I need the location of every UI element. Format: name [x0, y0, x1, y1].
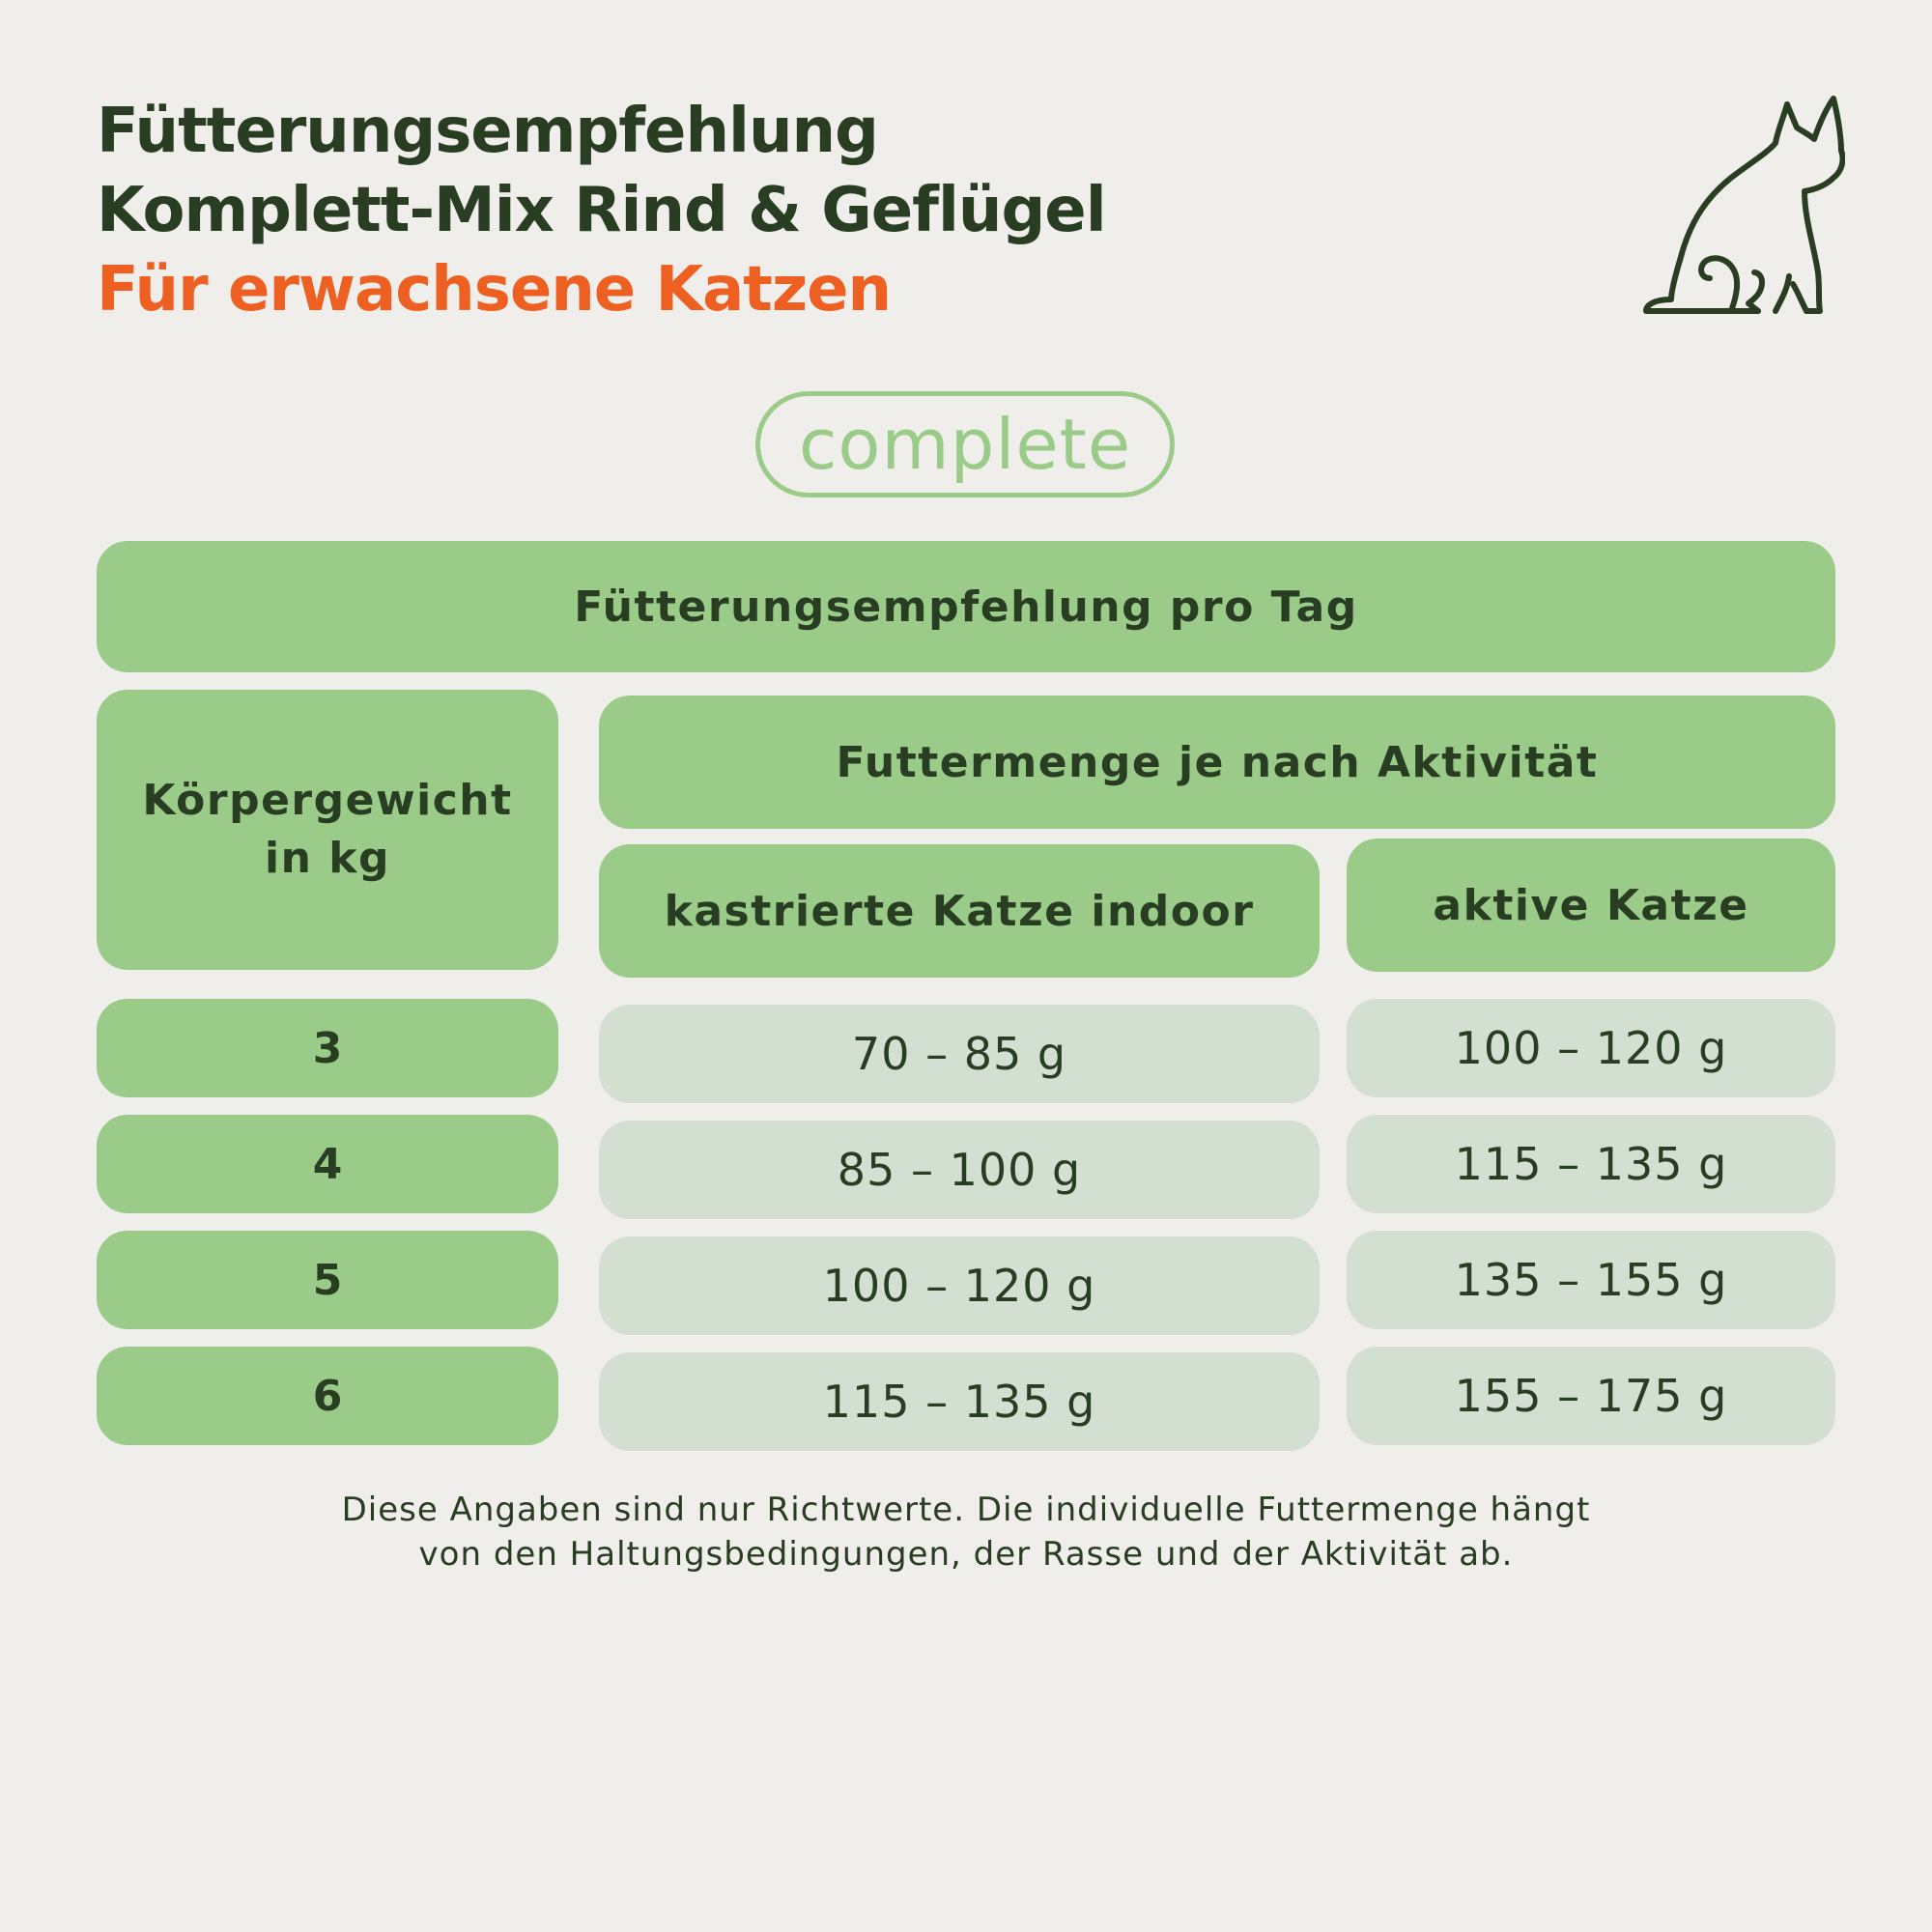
active-amount-cell: 100 – 120 g	[1347, 999, 1835, 1097]
subtitle: Für erwachsene Katzen	[97, 254, 892, 326]
indoor-amount-cell: 85 – 100 g	[599, 1121, 1320, 1219]
footnote	[193, 1488, 1739, 1577]
weight-cell: 4	[97, 1115, 558, 1213]
weight-header	[97, 690, 558, 970]
complete-badge	[755, 391, 1175, 497]
footnote-line-2: von den Haltungsbedingungen, der Rasse und der Aktivität ab.	[418, 1535, 1514, 1574]
table-title: Fütterungsempfehlung pro Tag	[97, 541, 1835, 672]
weight-header-line-1: Körpergewicht	[142, 776, 513, 825]
title-line-2: Komplett-Mix Rind & Geflügel	[97, 175, 1106, 246]
footnote-line-1: Diese Angaben sind nur Richtwerte. Die individuelle Futtermenge hängt	[341, 1491, 1591, 1529]
column-header-active: aktive Katze	[1347, 838, 1835, 972]
cat-icon	[1642, 93, 1845, 321]
indoor-amount-cell: 70 – 85 g	[599, 1005, 1320, 1103]
column-header-indoor: kastrierte Katze indoor	[599, 844, 1320, 978]
indoor-amount-cell: 100 – 120 g	[599, 1236, 1320, 1335]
active-amount-cell: 155 – 175 g	[1347, 1347, 1835, 1445]
title-line-1: Fütterungsempfehlung	[97, 96, 878, 167]
weight-header-line-2: in kg	[265, 834, 390, 883]
weight-cell: 5	[97, 1231, 558, 1329]
active-amount-cell: 135 – 155 g	[1347, 1231, 1835, 1329]
weight-cell: 6	[97, 1347, 558, 1445]
active-amount-cell: 115 – 135 g	[1347, 1115, 1835, 1213]
weight-cell: 3	[97, 999, 558, 1097]
complete-badge-label: complete	[798, 404, 1132, 485]
indoor-amount-cell: 115 – 135 g	[599, 1352, 1320, 1451]
activity-header: Futtermenge je nach Aktivität	[599, 696, 1835, 829]
